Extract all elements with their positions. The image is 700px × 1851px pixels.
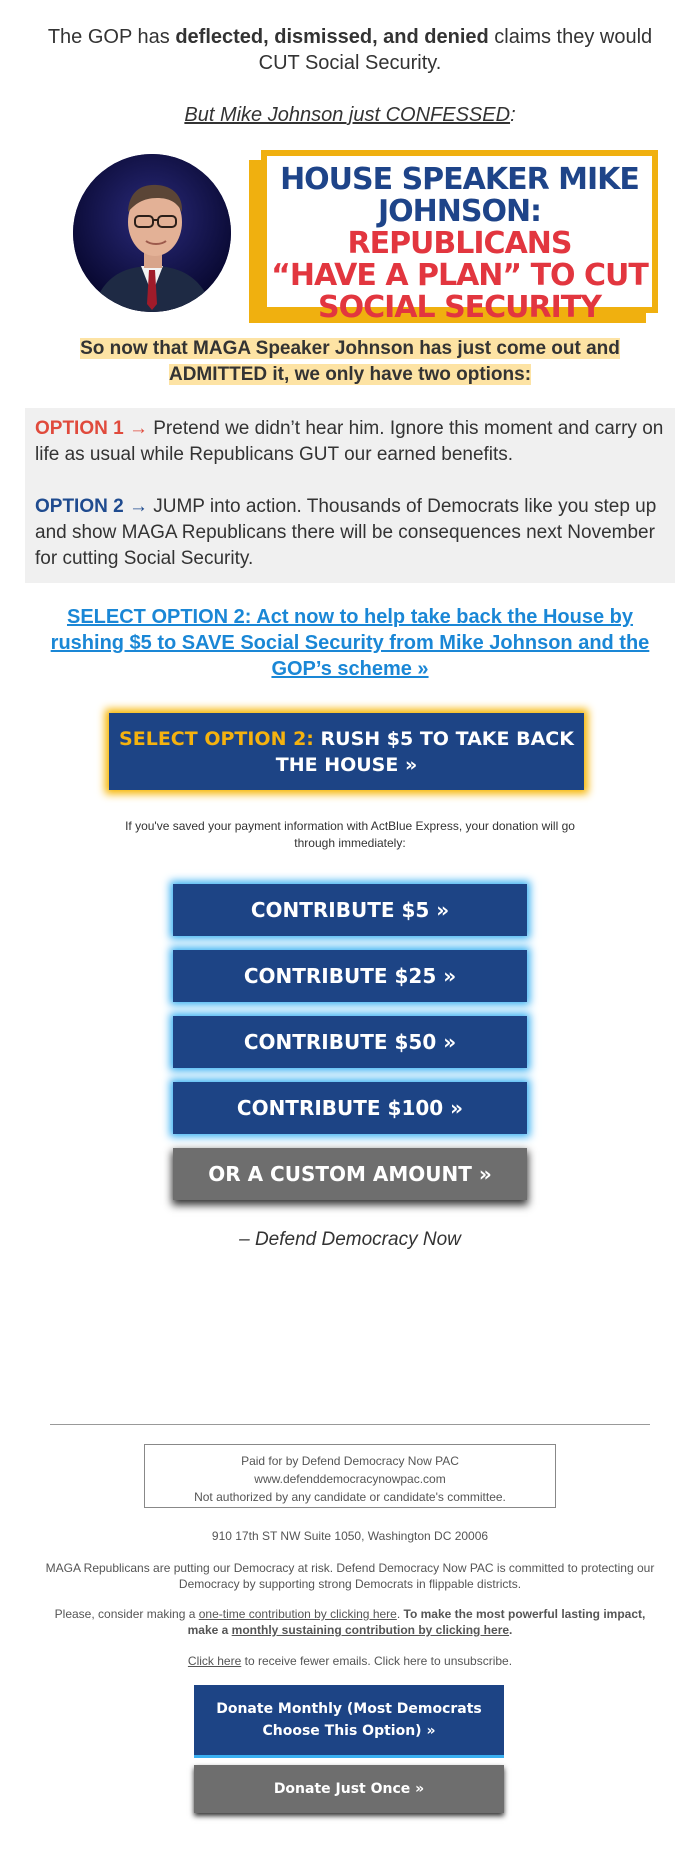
headline-line-3: “HAVE A PLAN” TO CUT: [271, 258, 648, 293]
one-time-contribution-link[interactable]: one-time contribution by clicking here: [198, 1607, 397, 1621]
footer-mission: MAGA Republicans are putting our Democracy at risk. Defend Democracy Now PAC is committed to protecting our Democracy by supporting strong Democrats in flippable districts.: [45, 1561, 655, 1591]
headline-line-2-red: REPUBLICANS: [347, 226, 572, 261]
option-2-text: JUMP into action. Thousands of Democrats like you step up and show MAGA Republicans there will be consequences next November for cutting Social Security.: [35, 496, 657, 569]
headline-line-2: [267, 196, 652, 260]
confess-colon: :: [510, 104, 516, 126]
intro-paragraph: [30, 24, 670, 76]
option-2-label: OPTION 2 →: [35, 496, 148, 517]
rush-5-button-yellow: SELECT OPTION 2:: [119, 728, 314, 750]
fewer-emails-link[interactable]: Click here: [187, 1654, 242, 1668]
donate-monthly-button[interactable]: [194, 1685, 504, 1755]
consider-mid: .: [396, 1607, 404, 1621]
consider-pre: Please, consider making a: [54, 1607, 199, 1621]
actblue-express-note: If you've saved your payment information with ActBlue Express, your donation will go through immediately:: [125, 819, 575, 850]
intro-post: claims they would CUT Social Security.: [258, 26, 653, 74]
highlight-line-1: So now that MAGA Speaker Johnson has just come out and: [80, 338, 620, 359]
option-1: [35, 416, 665, 468]
headline-line-4: SOCIAL SECURITY: [318, 290, 601, 325]
confess-line: [0, 104, 700, 127]
footer-address: 910 17th ST NW Suite 1050, Washington DC 20006: [211, 1529, 489, 1543]
signoff: – Defend Democracy Now: [239, 1229, 461, 1250]
paid-for-line-1: Paid for by Defend Democracy Now PAC: [241, 1454, 459, 1468]
consider-bold: To make the most powerful lasting impact, make a: [187, 1607, 646, 1637]
monthly-contribution-link[interactable]: monthly sustaining contribution by clicking here: [231, 1623, 510, 1637]
contribute-5-button[interactable]: CONTRIBUTE $5 »: [173, 884, 527, 936]
paid-for-line-2: www.defenddemocracynowpac.com: [254, 1472, 446, 1486]
options-panel: [25, 408, 675, 583]
intro-pre: The GOP has: [47, 26, 176, 48]
option-1-label: OPTION 1 →: [35, 418, 148, 439]
consider-end: .: [509, 1623, 513, 1637]
contribute-100-button[interactable]: CONTRIBUTE $100 »: [173, 1082, 527, 1134]
footer-consider: [40, 1606, 660, 1638]
rush-5-button-white: RUSH $5 TO TAKE BACK THE HOUSE »: [275, 728, 574, 776]
select-option-2-link[interactable]: SELECT OPTION 2: Act now to help take back the House by rushing $5 to SAVE Social Security from Mike Johnson and the GOP’s scheme »: [50, 606, 650, 680]
rush-5-button-label: [109, 726, 584, 778]
footer-email-prefs: [40, 1653, 660, 1669]
option-1-text: Pretend we didn’t hear him. Ignore this moment and carry on life as usual while Republicans GUT our earned benefits.: [35, 418, 664, 465]
footer-divider: [50, 1424, 650, 1425]
headline-line-2-blue: JOHNSON:: [377, 194, 542, 229]
headline-line-1: HOUSE SPEAKER MIKE: [280, 162, 639, 197]
paid-for-line-3: Not authorized by any candidate or candidate's committee.: [194, 1490, 506, 1504]
contribute-50-button[interactable]: CONTRIBUTE $50 »: [173, 1016, 527, 1068]
donate-monthly-label: Donate Monthly (Most Democrats Choose This Option) »: [216, 1701, 482, 1739]
donate-once-button[interactable]: Donate Just Once »: [194, 1765, 504, 1813]
option-2: [35, 494, 665, 572]
paid-for-box: [144, 1444, 556, 1508]
contribute-25-button[interactable]: CONTRIBUTE $25 »: [173, 950, 527, 1002]
mike-johnson-photo: [73, 154, 231, 312]
headline-text: [267, 164, 652, 324]
intro-bold: deflected, dismissed, and denied: [175, 26, 489, 48]
headline-graphic: [261, 150, 658, 325]
highlight-line-2: ADMITTED it, we only have two options:: [168, 364, 532, 385]
custom-amount-button[interactable]: OR A CUSTOM AMOUNT »: [173, 1148, 527, 1200]
fewer-emails-text: to receive fewer emails. Click here to unsubscribe.: [241, 1654, 513, 1668]
rush-5-button[interactable]: [109, 713, 584, 790]
highlight-paragraph: [40, 336, 660, 388]
confess-text: But Mike Johnson just CONFESSED: [184, 104, 511, 126]
